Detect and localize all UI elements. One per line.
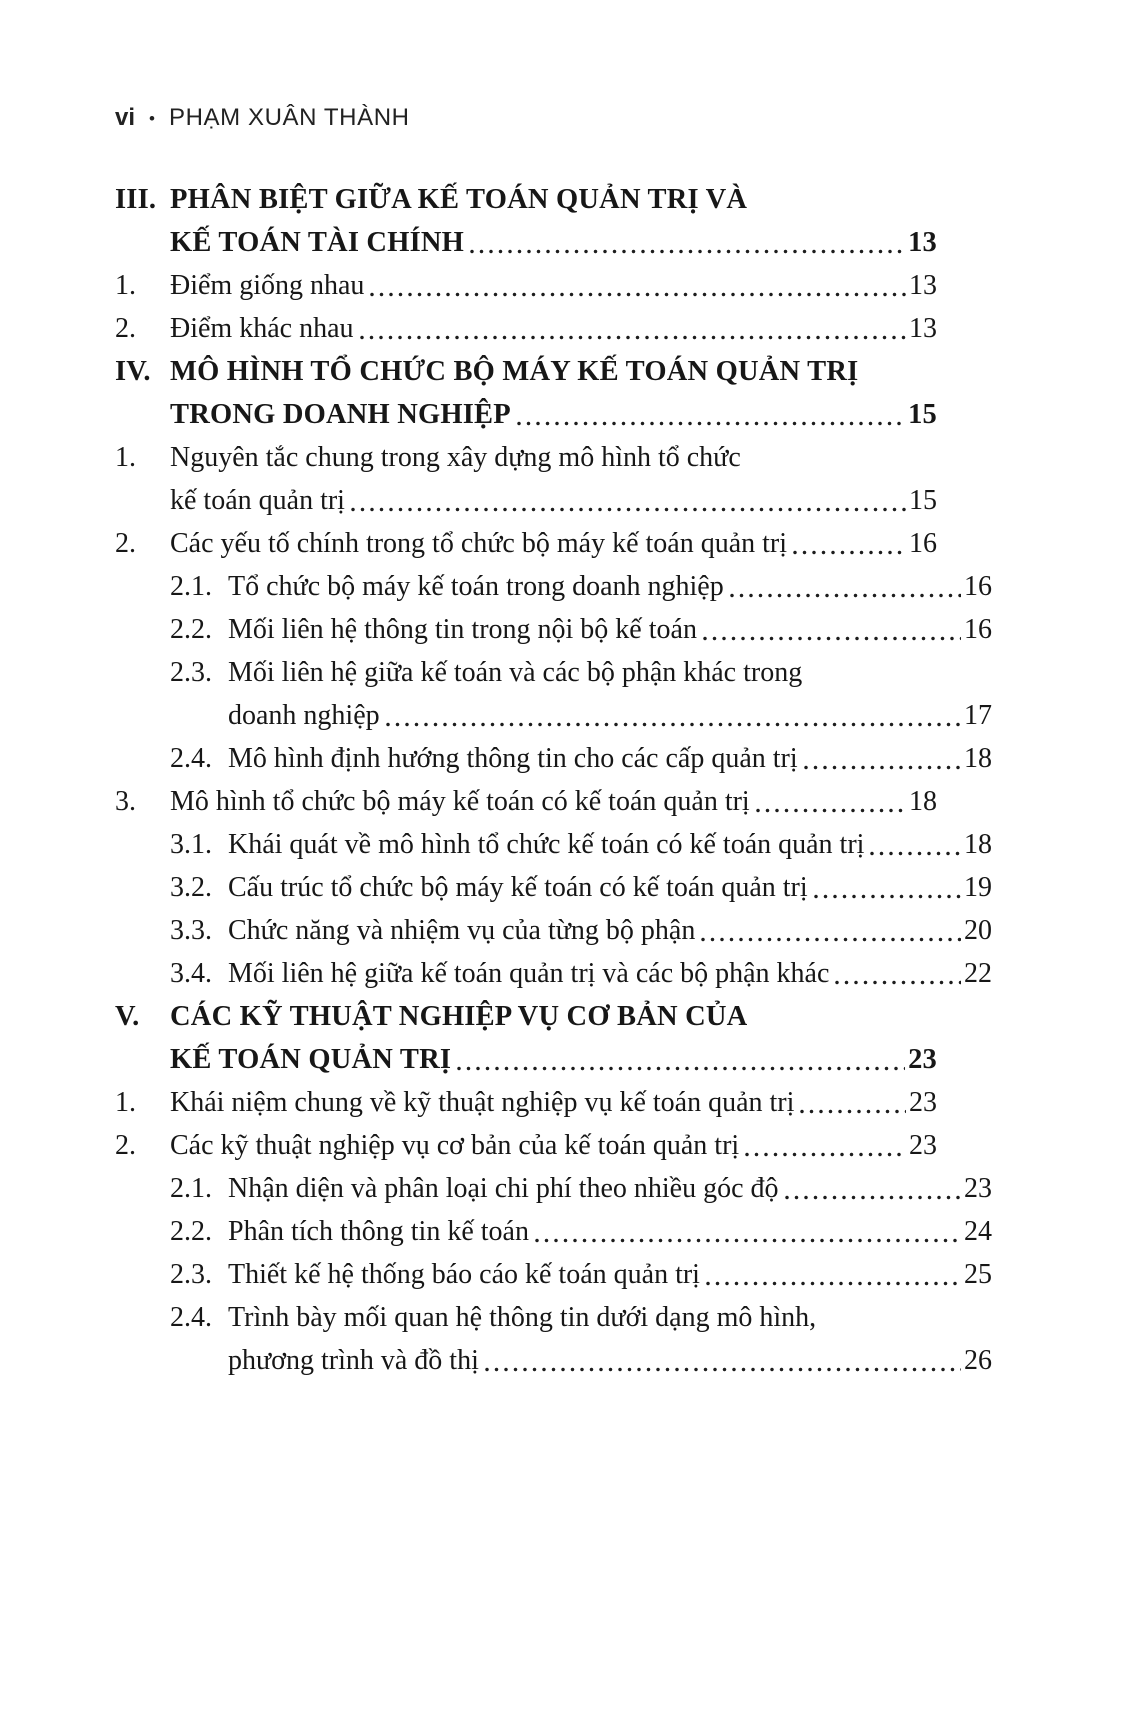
- toc-entry-number: 1.: [115, 270, 136, 301]
- dot-leader: [730, 593, 961, 598]
- toc-entry: [115, 436, 937, 522]
- toc-line: [115, 780, 937, 823]
- toc-entry-title: TRONG DOANH NGHIỆP: [170, 399, 511, 430]
- dot-leader: [535, 1238, 961, 1243]
- dot-leader: [703, 636, 961, 641]
- toc-line: [115, 479, 937, 522]
- toc-entry: [170, 1167, 992, 1210]
- toc-entry-title: PHÂN BIỆT GIỮA KẾ TOÁN QUẢN TRỊ VÀ: [170, 184, 748, 215]
- toc-entry-title: Mối liên hệ giữa kế toán quản trị và các bộ phận khác: [228, 958, 830, 989]
- toc-line: [170, 866, 992, 909]
- toc-entry-number: 3.: [115, 786, 136, 817]
- toc-entry-title: phương trình và đồ thị: [228, 1345, 479, 1376]
- toc-entry-title: Khái niệm chung về kỹ thuật nghiệp vụ kế toán quản trị: [170, 1087, 795, 1118]
- toc-line: [115, 350, 937, 393]
- toc-entry-number: V.: [115, 1001, 140, 1032]
- dot-leader: [706, 1281, 961, 1286]
- toc-entry-number: 1.: [115, 442, 136, 473]
- toc-entry-number: 2.2.: [170, 614, 212, 645]
- toc-line: [115, 264, 937, 307]
- dot-leader: [386, 722, 961, 727]
- toc-line: [170, 737, 992, 780]
- folio-page-number: vi: [115, 104, 136, 131]
- toc-list: [115, 178, 992, 1382]
- toc-entry-title: Trình bày mối quan hệ thông tin dưới dạng mô hình,: [228, 1302, 817, 1333]
- toc-entry: [115, 350, 937, 436]
- toc-page-number: 18: [909, 786, 937, 817]
- toc-entry: [115, 1124, 937, 1167]
- toc-page-number: 19: [964, 872, 992, 903]
- toc-page-number: 23: [909, 1130, 937, 1161]
- toc-entry-number: 2.1.: [170, 571, 212, 602]
- toc-page-number: 16: [964, 614, 992, 645]
- toc-entry: [170, 737, 992, 780]
- toc-page-number: 23: [909, 1087, 937, 1118]
- toc-entry: [115, 264, 937, 307]
- toc-entry: [170, 866, 992, 909]
- toc-line: [170, 1339, 992, 1382]
- dot-leader: [360, 335, 907, 340]
- toc-line: [115, 436, 937, 479]
- toc-entry-number: 3.1.: [170, 829, 212, 860]
- toc-entry-title: doanh nghiệp: [228, 700, 380, 731]
- toc-page-number: 18: [964, 829, 992, 860]
- toc-line: [170, 608, 992, 651]
- dot-leader: [370, 292, 906, 297]
- toc-entry-title: Các yếu tố chính trong tổ chức bộ máy kế toán quản trị: [170, 528, 788, 559]
- dot-leader: [785, 1195, 961, 1200]
- toc-entry-number: 3.3.: [170, 915, 212, 946]
- dot-leader: [800, 1109, 906, 1114]
- toc-line: [170, 565, 992, 608]
- toc-entry-title: Mô hình tổ chức bộ máy kế toán có kế toán quản trị: [170, 786, 750, 817]
- toc-entry-title: Nguyên tắc chung trong xây dựng mô hình tổ chức: [170, 442, 741, 473]
- toc-entry-number: 2.: [115, 313, 136, 344]
- toc-line: [115, 1081, 937, 1124]
- toc-entry-number: 2.: [115, 528, 136, 559]
- toc-page-number: 13: [909, 270, 937, 301]
- toc-entry-title: Phân tích thông tin kế toán: [228, 1216, 529, 1247]
- toc-entry-title: KẾ TOÁN QUẢN TRỊ: [170, 1044, 452, 1075]
- toc-entry-number: 1.: [115, 1087, 136, 1118]
- toc-entry-title: kế toán quản trị: [170, 485, 345, 516]
- toc-entry-number: 2.3.: [170, 657, 212, 688]
- toc-entry-title: Thiết kế hệ thống báo cáo kế toán quản trị: [228, 1259, 700, 1290]
- toc-line: [115, 178, 937, 221]
- toc-entry: [170, 1253, 992, 1296]
- dot-leader: [485, 1367, 961, 1372]
- toc-entry: [170, 651, 992, 737]
- toc-entry-number: 3.4.: [170, 958, 212, 989]
- dot-leader: [870, 851, 961, 856]
- toc-line: [115, 522, 937, 565]
- toc-entry: [170, 909, 992, 952]
- toc-entry: [115, 522, 937, 565]
- toc-entry-title: Nhận diện và phân loại chi phí theo nhiều góc độ: [228, 1173, 779, 1204]
- toc-line: [170, 1296, 992, 1339]
- toc-entry: [115, 780, 937, 823]
- dot-leader: [745, 1152, 906, 1157]
- toc-entry-number: 2.4.: [170, 1302, 212, 1333]
- toc-line: [170, 952, 992, 995]
- toc-page-number: 15: [908, 399, 937, 430]
- toc-entry: [170, 823, 992, 866]
- toc-entry: [170, 952, 992, 995]
- dot-leader: [470, 249, 905, 254]
- dot-leader: [701, 937, 961, 942]
- toc-entry-title: Chức năng và nhiệm vụ của từng bộ phận: [228, 915, 696, 946]
- toc-page-number: 16: [909, 528, 937, 559]
- toc-entry-title: Mối liên hệ thông tin trong nội bộ kế toán: [228, 614, 697, 645]
- toc-page-number: 24: [964, 1216, 992, 1247]
- toc-entry-title: Tổ chức bộ máy kế toán trong doanh nghiệp: [228, 571, 724, 602]
- toc-page-number: 23: [908, 1044, 937, 1075]
- toc-line: [170, 1253, 992, 1296]
- header-author-name: PHẠM XUÂN THÀNH: [168, 104, 410, 131]
- toc-page-number: 23: [964, 1173, 992, 1204]
- dot-leader: [517, 421, 905, 426]
- toc-entry: [115, 178, 937, 264]
- toc-entry: [170, 1296, 992, 1382]
- toc-entry: [170, 1210, 992, 1253]
- toc-entry-number: IV.: [115, 356, 151, 387]
- toc-entry-title: Các kỹ thuật nghiệp vụ cơ bản của kế toán quản trị: [170, 1130, 740, 1161]
- toc-entry: [170, 608, 992, 651]
- toc-entry-title: Khái quát về mô hình tổ chức kế toán có kế toán quản trị: [228, 829, 865, 860]
- toc-page-number: 13: [908, 227, 937, 258]
- toc-entry-title: Mô hình định hướng thông tin cho các cấp quản trị: [228, 743, 798, 774]
- toc-entry: [115, 995, 937, 1081]
- toc-entry-number: 2.2.: [170, 1216, 212, 1247]
- toc-page-number: 22: [964, 958, 992, 989]
- dot-leader: [793, 550, 906, 555]
- dot-leader: [804, 765, 961, 770]
- toc-line: [170, 651, 992, 694]
- table-of-contents: [115, 178, 992, 1382]
- toc-entry-number: III.: [115, 184, 157, 215]
- dot-leader: [756, 808, 906, 813]
- toc-entry-number: 2.: [115, 1130, 136, 1161]
- toc-entry-title: Mối liên hệ giữa kế toán và các bộ phận khác trong: [228, 657, 803, 688]
- toc-line: [170, 694, 992, 737]
- toc-entry: [115, 307, 937, 350]
- dot-leader: [835, 980, 961, 985]
- toc-entry-number: 2.4.: [170, 743, 212, 774]
- toc-page-number: 13: [909, 313, 937, 344]
- toc-entry-title: KẾ TOÁN TÀI CHÍNH: [170, 227, 465, 258]
- toc-line: [115, 393, 937, 436]
- toc-line: [115, 1124, 937, 1167]
- toc-line: [115, 307, 937, 350]
- header-separator-dot: •: [149, 109, 155, 128]
- toc-page-number: 18: [964, 743, 992, 774]
- dot-leader: [814, 894, 961, 899]
- running-header: [115, 104, 937, 132]
- toc-entry-number: 2.1.: [170, 1173, 212, 1204]
- toc-page-number: 16: [964, 571, 992, 602]
- toc-page-number: 20: [964, 915, 992, 946]
- toc-entry: [115, 1081, 937, 1124]
- dot-leader: [457, 1066, 905, 1071]
- toc-entry-title: Cấu trúc tổ chức bộ máy kế toán có kế toán quản trị: [228, 872, 808, 903]
- toc-entry-title: MÔ HÌNH TỔ CHỨC BỘ MÁY KẾ TOÁN QUẢN TRỊ: [170, 356, 859, 387]
- toc-line: [170, 1210, 992, 1253]
- toc-line: [115, 995, 937, 1038]
- dot-leader: [351, 507, 906, 512]
- toc-line: [170, 823, 992, 866]
- toc-line: [170, 909, 992, 952]
- toc-entry-title: Điểm giống nhau: [170, 270, 365, 301]
- toc-entry-number: 3.2.: [170, 872, 212, 903]
- toc-line: [115, 1038, 937, 1081]
- toc-line: [115, 221, 937, 264]
- toc-entry-number: 2.3.: [170, 1259, 212, 1290]
- toc-page-number: 17: [964, 700, 992, 731]
- toc-page-number: 26: [964, 1345, 992, 1376]
- toc-page-number: 25: [964, 1259, 992, 1290]
- toc-line: [170, 1167, 992, 1210]
- toc-entry: [170, 565, 992, 608]
- toc-page-number: 15: [909, 485, 937, 516]
- toc-entry-title: CÁC KỸ THUẬT NGHIỆP VỤ CƠ BẢN CỦA: [170, 1001, 748, 1032]
- toc-entry-title: Điểm khác nhau: [170, 313, 354, 344]
